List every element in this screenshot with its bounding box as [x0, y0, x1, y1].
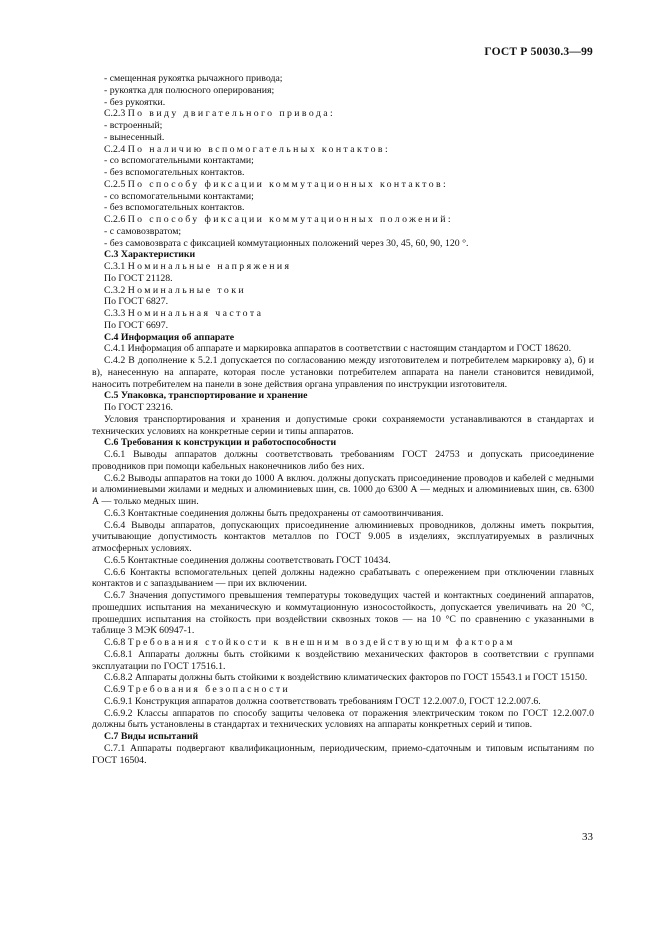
subsection-heading [92, 214, 594, 226]
paragraph: Условия транспортирования и хранения и допустимые сроки сохраняемости устанавливаются в стандартах и технических условиях на конкретные серии и типы аппаратов. [92, 413, 594, 437]
clause-title: По виду двигательного привода: [127, 108, 336, 120]
list-item: - со вспомогательными контактами; [104, 155, 254, 167]
clause-title: Требования стойкости к внешним воздействующим факторам [127, 637, 515, 648]
paragraph: С.6.3 Контактные соединения должны быть предохранены от самоотвинчивания. [104, 507, 444, 519]
paragraph: С.6.5 Контактные соединения должны соответствовать ГОСТ 10434. [104, 554, 391, 566]
clause-number: С.3.3 [104, 308, 126, 319]
paragraph: По ГОСТ 23216. [104, 402, 173, 413]
list-item: - с самовозвратом; [104, 225, 182, 237]
document-body [92, 73, 594, 766]
subsection-heading [92, 179, 594, 191]
paragraph: С.6.2 Выводы аппаратов на токи до 1000 А включ. должны допускать присоединение проводов и кабелей с медными и алюминиевыми жилами и медных и алюминиевых шин, св. 1000 до 6300 А — медных и алюминиевых шин, св. 6300 А — только медных шин. [92, 472, 594, 507]
list-item: - вынесенный. [104, 131, 165, 143]
clause-number: С.2.4 [104, 143, 126, 155]
list-item: - без вспомогательных контактов. [104, 202, 245, 214]
document-header: ГОСТ Р 50030.3—99 [484, 46, 593, 58]
subsection-heading [92, 285, 594, 297]
clause-number: С.2.5 [104, 178, 126, 190]
subsection-heading [92, 144, 594, 156]
clause-number: С.3.1 [104, 261, 126, 272]
clause-number: С.6.8 [104, 637, 126, 648]
paragraph: С.6.1 Выводы аппаратов должны соответствовать требованиям ГОСТ 24753 и допускать присоединение проводников при помощи кабельных наконечников либо без них. [92, 449, 594, 472]
clause-number: С.2.6 [104, 214, 126, 225]
subsection-heading [92, 308, 594, 320]
section-heading: С.4 Информация об аппарате [104, 331, 235, 343]
list-item: - смещенная рукоятка рычажного привода; [104, 73, 283, 84]
list-item: - рукоятка для полюсного оперирования; [104, 84, 275, 96]
paragraph: С.7.1 Аппараты подвергают квалификационным, периодическим, приемо-сдаточным и типовым испытаниям по ГОСТ 16504. [92, 742, 594, 766]
list-item: - без самовозврата с фиксацией коммутационных положений через 30, 45, 60, 90, 120 °. [104, 237, 469, 249]
list-item: - без вспомогательных контактов. [104, 167, 245, 178]
paragraph: С.6.6 Контакты вспомогательных цепей должны надежно срабатывать с опережением при отключении главных контактов и с запаздыванием — при их включении. [92, 566, 594, 590]
clause-title: По наличию вспомогательных контактов: [127, 143, 391, 155]
page-number: 33 [582, 831, 593, 843]
clause-title: Номинальная частота [127, 308, 264, 319]
clause-number: С.6.9 [104, 684, 126, 695]
paragraph: С.6.8.1 Аппараты должны быть стойкими к воздействию механических факторов в соответствии с группами эксплуатации по ГОСТ 17516.1. [92, 648, 594, 672]
paragraph: По ГОСТ 6827. [104, 296, 169, 308]
clause-title: По способу фиксации коммутационных контактов: [127, 178, 449, 190]
paragraph: С.6.7 Значения допустимого превышения температуры токоведущих частей и контактных соединений аппаратов, прошедших испытания на механическую и коммутационную износостойкость, допускается увеличивать на 20 °С, прошедших испытания на стойкость при воздействии сквозных токов — на 10 °С по сравнению с указанными в таблице 3 МЭК 60947-1. [92, 590, 594, 637]
subsection-heading [92, 684, 594, 696]
section-heading: С.7 Виды испытаний [104, 731, 199, 742]
paragraph: С.6.9.2 Классы аппаратов по способу защиты человека от поражения электрическим током по ГОСТ 12.2.007.0 должны быть установлены в стандартах и технических условиях на аппараты конкретных серий и типов. [92, 707, 594, 731]
clause-title: Требования безопасности [127, 684, 291, 695]
paragraph: С.6.8.2 Аппараты должны быть стойкими к воздействию климатических факторов по ГОСТ 15543.1 и ГОСТ 15150. [104, 672, 588, 684]
subsection-heading [92, 108, 594, 120]
paragraph: С.4.2 В дополнение к 5.2.1 допускается по согласованию между изготовителем и потребителем маркировку а), б) и в), нанесенную на аппарате, которая после установки потребителем аппарата на панели становится невидимой, наносить потребителем на панели в зоне действия органа управления по инструкции изготовителя. [92, 355, 594, 390]
paragraph: С.6.9.1 Конструкция аппаратов должна соответствовать требованиям ГОСТ 12.2.007.0, ГОСТ 12.2.007.6. [104, 695, 541, 707]
paragraph: По ГОСТ 6697. [104, 319, 169, 331]
list-item: - без рукоятки. [104, 96, 166, 108]
list-item: - встроенный; [104, 120, 163, 131]
paragraph: С.6.4 Выводы аппаратов, допускающих присоединение алюминиевых проводников, должны иметь покрытия, учитывающие допустимость контактов металлов по ГОСТ 9.005 в изделиях, эксплуатируемых в различных атмосферных условиях. [92, 519, 594, 554]
subsection-heading [92, 261, 594, 273]
section-heading: С.5 Упаковка, транспортирование и хранение [104, 390, 308, 402]
clause-title: Номинальные токи [127, 284, 247, 296]
paragraph: По ГОСТ 21128. [104, 272, 173, 284]
section-heading: С.6 Требования к конструкции и работоспособности [104, 437, 337, 449]
clause-title: Номинальные напряжения [127, 261, 292, 272]
clause-number: С.3.2 [104, 284, 126, 296]
subsection-heading [92, 637, 594, 649]
clause-title: По способу фиксации коммутационных положений: [127, 214, 453, 225]
paragraph: С.4.1 Информация об аппарате и маркировка аппаратов в соответствии с настоящим стандартом и ГОСТ 18620. [104, 343, 572, 355]
list-item: - со вспомогательными контактами; [104, 190, 254, 202]
section-heading: С.3 Характеристики [104, 249, 196, 261]
clause-number: С.2.3 [104, 108, 126, 120]
